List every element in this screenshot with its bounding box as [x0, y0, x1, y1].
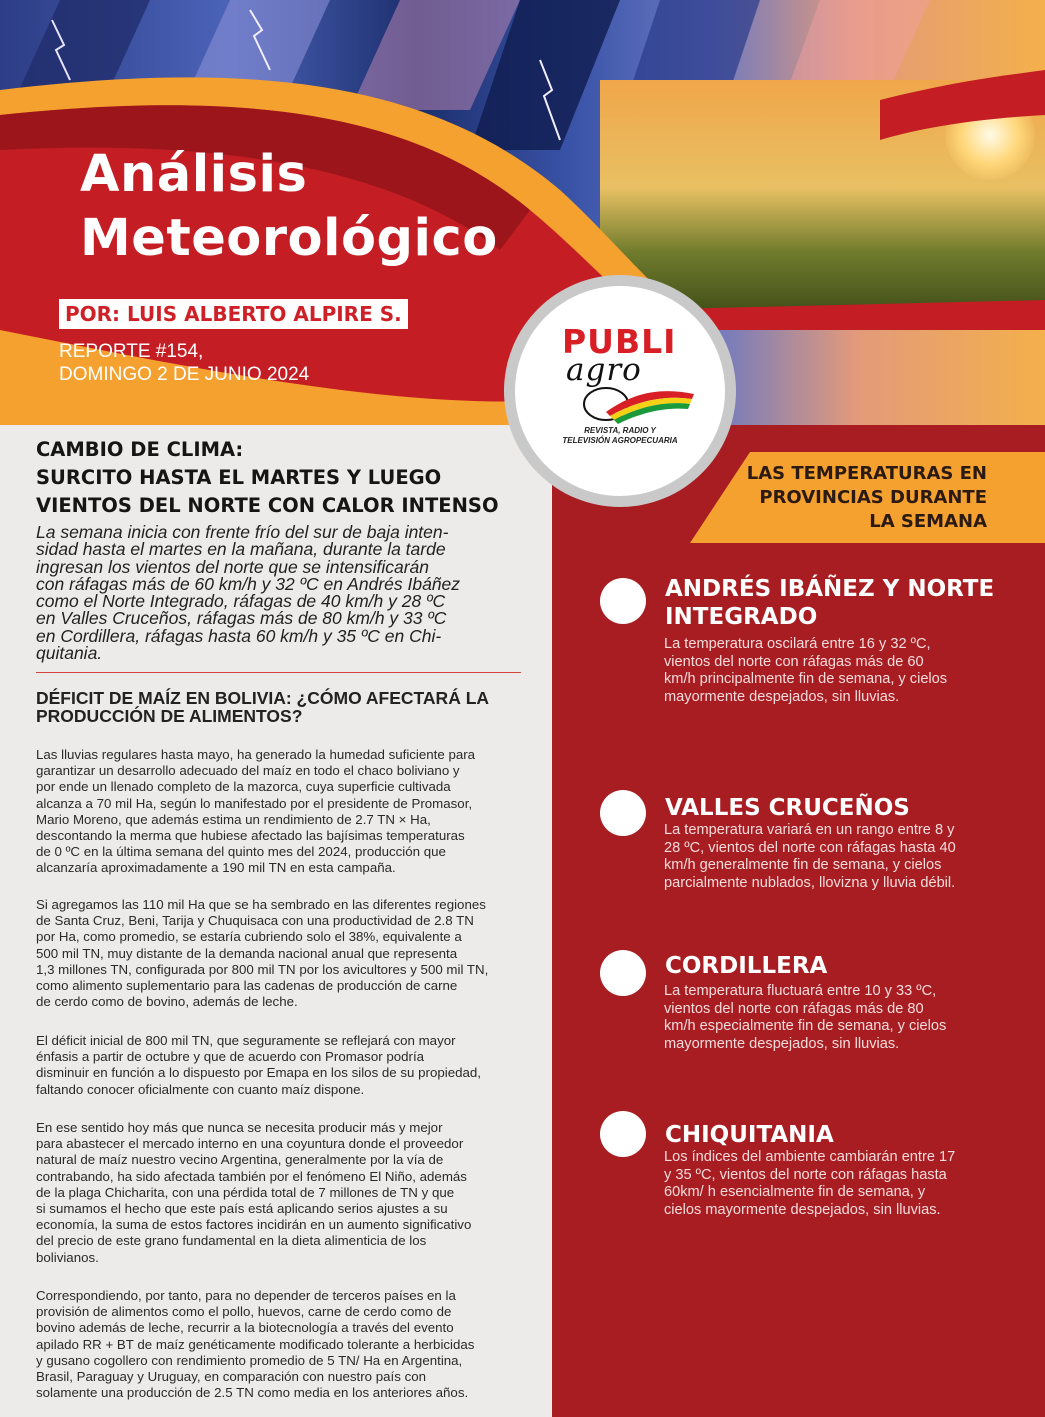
paragraph-line: 1,3 millones TN, configurada por 800 mil TN por los avicultores y 500 mil TN, [36, 961, 489, 977]
region-text-line: vientos del norte con ráfagas más de 60 [664, 653, 924, 670]
region-text-line: km/h generalmente fin de semana, y cielos [664, 857, 942, 873]
lead-line: en Valles Cruceños, ráfagas más de 80 km/h y 33 ºC [36, 608, 447, 629]
headline-line: VIENTOS DEL NORTE CON CALOR INTENSO [36, 494, 499, 517]
paragraph-line: de la plaga Chicharita, con una pérdida total de 7 millones de TN y que [36, 1184, 455, 1200]
subhead-line: PRODUCCIÓN DE ALIMENTOS? [36, 706, 303, 726]
region-text-line: y 35 ºC, vientos del norte con ráfagas hasta [664, 1166, 947, 1183]
tagline-line: REVISTA, RADIO Y [584, 426, 656, 435]
region-bullet-icon [600, 578, 646, 624]
temperatures-banner-title [740, 462, 987, 534]
paragraph-line: apilado RR + BT de maíz genéticamente modificado tolerante a herbicidas [36, 1336, 475, 1352]
region-text-chiquitania [664, 1149, 1004, 1219]
region-text-line: La temperatura variará en un rango entre 8 y [664, 822, 955, 838]
lead-line: La semana inicia con frente frío del sur de baja inten- [36, 522, 449, 542]
report-info [59, 340, 309, 386]
section-divider [36, 672, 521, 673]
region-title-cordillera [665, 952, 995, 980]
article-paragraph [36, 897, 536, 1010]
region-text-line: 28 ºC, vientos del norte con ráfagas hasta 40 [664, 839, 956, 856]
paragraph-line: alcanzaría aproximadamente a 190 mil TN en esta campaña. [36, 860, 396, 876]
paragraph-line: Correspondiendo, por tanto, para no depender de terceros países en la [36, 1288, 456, 1303]
banner-line: LAS TEMPERATURAS EN [746, 463, 987, 484]
page-title [80, 143, 498, 271]
article-paragraph [36, 1120, 536, 1266]
banner-line: PROVINCIAS DURANTE [759, 487, 987, 508]
region-text-line: La temperatura oscilará entre 16 y 32 ºC, [664, 636, 931, 652]
title-line: Análisis [80, 145, 308, 204]
bolivia-flag-swoosh-icon [576, 380, 696, 425]
paragraph-line: para abastecer el mercado interno en una coyuntura donde el proveedor [36, 1136, 464, 1152]
provinces-panel [552, 425, 1045, 1417]
paragraph-line: bolivianos. [36, 1249, 99, 1265]
paragraph-line: contrabando, ha sido afectada también por el fenómeno El Niño, además [36, 1168, 467, 1184]
paragraph-line: El déficit inicial de 800 mil TN, que seguramente se reflejará con mayor [36, 1033, 456, 1048]
region-title-line: INTEGRADO [665, 604, 818, 630]
paragraph-line: de 0 ºC en la última semana del quinto mes del 2024, producción que [36, 844, 446, 860]
region-text-line: 60km/ h esencialmente fin de semana, y [664, 1184, 926, 1200]
paragraph-line: Mario Moreno, que además estima un rendimiento de 2.7 TN × Ha, [36, 811, 431, 827]
paragraph-line: de cerdo como de bovino, además de leche. [36, 994, 298, 1010]
paragraph-line: si sumamos el hecho que este país está aplicando serios ajustes a su [36, 1201, 448, 1217]
paragraph-line: por ende un llenado completo de la mazorca, cuya superficie cultivada [36, 779, 451, 795]
region-title-line: CORDILLERA [665, 953, 828, 979]
paragraph-line: En ese sentido hoy más que nunca se necesita producir más y mejor [36, 1120, 443, 1135]
lead-line: quitania. [36, 643, 103, 664]
article-headline [36, 436, 536, 520]
paragraph-line: alcanza a 70 mil Ha, según lo manifestado por el presidente de Promasor, [36, 795, 473, 811]
region-title-chiquitania [665, 1121, 995, 1149]
paragraph-line: Las lluvias regulares hasta mayo, ha generado la humedad suficiente para [36, 747, 476, 762]
lead-line: en Cordillera, ráfagas hasta 60 km/h y 35 ºC en Chi- [36, 625, 442, 646]
region-text-valles-crucenos [664, 822, 1004, 892]
paragraph-line: provisión de alimentos como el pollo, huevos, carne de cerdo como de [36, 1304, 452, 1320]
article-subheading [36, 689, 536, 725]
paragraph-line: del precio de este grano fundamental en la dieta alimenticia de los [36, 1233, 427, 1249]
paragraph-line: Brasil, Paraguay y Uruguay, en comparación con nuestro país con [36, 1369, 427, 1385]
paragraph-line: y gusano cogollero con rendimiento promedio de 5 TN/ Ha en Argentina, [36, 1352, 463, 1368]
paragraph-line: natural de maíz nuestro vecino Argentina, generalmente por la vía de [36, 1152, 444, 1168]
paragraph-line: 500 mil TN, muy distante de la demanda nacional anual que representa [36, 945, 458, 961]
region-text-line: km/h principalmente fin de semana, y cielos [664, 671, 948, 687]
article-lead [36, 524, 526, 662]
paragraph-line: descontando la merma que hubiese afectado las bajísimas temperaturas [36, 828, 465, 844]
tagline-line: TELEVISIÓN AGROPECUARIA [562, 436, 678, 445]
region-title-line: ANDRÉS IBÁÑEZ Y NORTE [665, 576, 995, 602]
logo-brand-top: PUBLI [562, 322, 677, 361]
region-text-line: La temperatura fluctuará entre 10 y 33 ºC, [664, 983, 937, 999]
paragraph-line: de Santa Cruz, Beni, Tarija y Chuquisaca con una productividad de 2.8 TN [36, 913, 474, 929]
region-title-line: VALLES CRUCEÑOS [665, 795, 910, 821]
paragraph-line: como alimento suplementario para las cadenas de producción de carne [36, 978, 458, 994]
region-title-andres-ibanez [665, 575, 995, 631]
region-text-cordillera [664, 983, 1004, 1053]
article-paragraph [36, 1288, 536, 1401]
paragraph-line: por Ha, como promedio, se estaría cubriendo solo el 38%, equivalente a [36, 929, 462, 945]
region-text-line: mayormente despejados, sin lluvias. [664, 1035, 900, 1052]
region-text-line: cielos mayormente despejados, sin lluvias. [664, 1201, 941, 1218]
article-paragraph [36, 747, 536, 877]
headline-line: CAMBIO DE CLIMA: [36, 438, 244, 461]
lead-line: con ráfagas más de 60 km/h y 32 ºC en Andrés Ibáñez [36, 573, 461, 594]
region-title-line: CHIQUITANIA [665, 1122, 834, 1148]
banner-line: LA SEMANA [869, 511, 987, 532]
lead-line: sidad hasta el martes en la mañana, durante la tarde [36, 539, 446, 560]
subhead-line: DÉFICIT DE MAÍZ EN BOLIVIA: ¿CÓMO AFECTARÁ LA [36, 688, 490, 708]
title-line: Meteorológico [80, 209, 498, 268]
region-text-andres-ibanez [664, 636, 1004, 706]
region-text-line: mayormente despejados, sin lluvias. [664, 688, 900, 705]
region-bullet-icon [600, 790, 646, 836]
lead-line: como el Norte Integrado, ráfagas de 40 km/h y 28 ºC [36, 591, 446, 612]
region-text-line: parcialmente nublados, llovizna y lluvia débil. [664, 874, 956, 891]
region-title-valles-crucenos [665, 794, 995, 822]
article-paragraph [36, 1033, 536, 1098]
paragraph-line: solamente una producción de 2.5 TN como media en los anteriores años. [36, 1385, 469, 1401]
paragraph-line: Si agregamos las 110 mil Ha que se ha sembrado en las diferentes regiones [36, 897, 486, 912]
logo-brand-bottom: agro [566, 352, 642, 388]
headline-line: SURCITO HASTA EL MARTES Y LUEGO [36, 466, 442, 489]
region-text-line: Los índices del ambiente cambiarán entre 17 [664, 1149, 956, 1165]
lead-line: ingresan los vientos del norte que se intensificarán [36, 556, 430, 577]
paragraph-line: disminuir en función a lo dispuesto por Emapa en los silos de su propiedad, [36, 1065, 481, 1081]
paragraph-line: garantizar un desarrollo adecuado del maíz en todo el chaco boliviano y [36, 763, 460, 779]
region-bullet-icon [600, 1111, 646, 1157]
paragraph-line: énfasis a partir de octubre y que de acuerdo con Promasor podría [36, 1049, 425, 1065]
report-date: DOMINGO 2 DE JUNIO 2024 [59, 364, 310, 385]
report-number: REPORTE #154, [59, 341, 204, 362]
region-bullet-icon [600, 950, 646, 996]
paragraph-line: faltando conocer oficialmente con cuanto maíz dispone. [36, 1081, 365, 1097]
paragraph-line: bovino además de leche, recurrir a la biotecnología a través del evento [36, 1320, 454, 1336]
paragraph-line: economía, la suma de estos factores incidirán en un aumento significativo [36, 1217, 472, 1233]
region-text-line: vientos del norte con ráfagas más de 80 [664, 1000, 924, 1017]
logo-tagline [549, 426, 691, 446]
author-label: POR: LUIS ALBERTO ALPIRE S. [59, 299, 408, 329]
region-text-line: km/h especialmente fin de semana, y cielos [664, 1018, 947, 1034]
